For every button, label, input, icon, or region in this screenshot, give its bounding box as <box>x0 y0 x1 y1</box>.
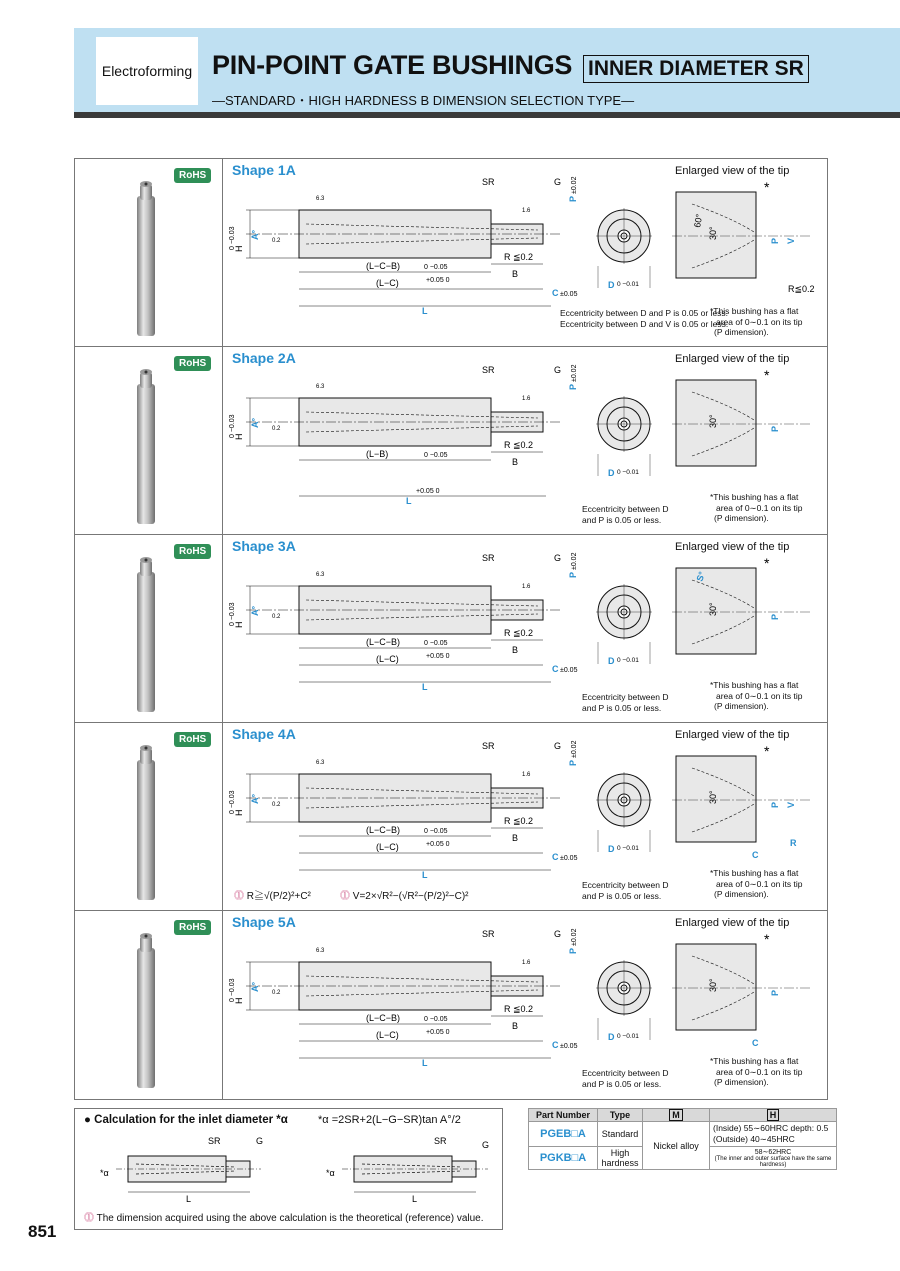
end-view-drawing <box>592 396 662 496</box>
svg-text:±0.02: ±0.02 <box>571 552 578 570</box>
side-view-drawing <box>226 172 578 322</box>
page-number: 851 <box>28 1222 57 1241</box>
spec-type-2: High hardness <box>598 1147 643 1170</box>
svg-text:G: G <box>554 741 562 751</box>
svg-text:*: * <box>764 743 770 759</box>
svg-text:A°: A° <box>250 417 260 428</box>
svg-text:C: C <box>752 1038 759 1048</box>
svg-text:L: L <box>422 682 428 692</box>
shape-title: Shape 4A <box>232 726 296 742</box>
calc-note: ⓵ The dimension acquired using the above calculation is the theoretical (reference) value. <box>84 1213 484 1224</box>
enlarged-view-title: Enlarged view of the tip <box>675 541 790 553</box>
svg-text:D: D <box>608 280 615 290</box>
svg-text:P: P <box>568 571 578 578</box>
eccentricity-note: Eccentricity between D and P is 0.05 or less. <box>582 692 669 713</box>
svg-text:P: P <box>770 237 780 244</box>
tip-enlarged-drawing <box>672 554 822 674</box>
svg-text:(L−C−B): (L−C−B) <box>366 637 401 647</box>
svg-text:H: H <box>234 809 244 816</box>
page-subtitle: —STANDARD・HIGH HARDNESS B DIMENSION SELECTION TYPE— <box>212 93 635 108</box>
svg-text:±0.02: ±0.02 <box>571 740 578 758</box>
spec-header-type: Type <box>598 1109 643 1122</box>
svg-text:G: G <box>554 177 562 187</box>
calc-l-label: L <box>186 1194 192 1204</box>
svg-text:G: G <box>554 365 562 375</box>
svg-text:±0.05: ±0.05 <box>560 667 578 674</box>
svg-text:0 −0.05: 0 −0.05 <box>424 828 448 835</box>
svg-text:±0.05: ±0.05 <box>560 1043 578 1050</box>
tip-enlarged-drawing <box>672 178 822 298</box>
svg-text:(L−C): (L−C) <box>376 654 399 664</box>
bushing-photo <box>128 554 168 729</box>
svg-text:SR: SR <box>482 929 495 939</box>
note-icon: ⓵ <box>84 1213 94 1224</box>
svg-text:6.3: 6.3 <box>316 948 325 954</box>
svg-text:SR: SR <box>482 741 495 751</box>
svg-text:G: G <box>554 553 562 563</box>
spec-material: Nickel alloy <box>643 1122 710 1170</box>
svg-text:H: H <box>234 433 244 440</box>
svg-text:±0.05: ±0.05 <box>560 855 578 862</box>
svg-text:P: P <box>568 947 578 954</box>
svg-text:(L−C−B): (L−C−B) <box>366 825 401 835</box>
svg-text:P: P <box>568 195 578 202</box>
svg-text:D: D <box>608 656 615 666</box>
tip-enlarged-drawing <box>672 366 822 486</box>
rohs-badge: RoHS <box>174 544 211 559</box>
spec-hardness-2: 58∼62HRC (The inner and outer surface have the same hardness) <box>710 1147 837 1170</box>
calc-l-label-2: L <box>412 1194 418 1204</box>
svg-text:+0.05 0: +0.05 0 <box>426 277 450 284</box>
svg-text:(L−C): (L−C) <box>376 1030 399 1040</box>
svg-text:(L−C): (L−C) <box>376 278 399 288</box>
flat-area-note: *This bushing has a flat area of 0∼0.1 on its tip (P dimension). <box>710 868 803 899</box>
svg-text:C: C <box>752 850 759 860</box>
tip-enlarged-drawing <box>672 930 822 1050</box>
note-icon: ⓵ <box>234 891 244 902</box>
rohs-badge: RoHS <box>174 168 211 183</box>
svg-text:30°: 30° <box>708 414 718 428</box>
svg-text:0 −0.03: 0 −0.03 <box>229 978 236 1002</box>
rohs-badge: RoHS <box>174 732 211 747</box>
bushing-photo <box>128 742 168 917</box>
svg-text:SR: SR <box>482 177 495 187</box>
svg-text:1.6: 1.6 <box>522 772 531 778</box>
flat-area-note: *This bushing has a flat area of 0∼0.1 on its tip (P dimension). <box>710 492 803 523</box>
svg-text:6.3: 6.3 <box>316 572 325 578</box>
row-divider <box>74 910 827 911</box>
svg-text:C: C <box>552 664 559 674</box>
svg-text:A°: A° <box>250 229 260 240</box>
spec-type-1: Standard <box>598 1122 643 1147</box>
calc-alpha-label: *α <box>100 1168 109 1178</box>
row-divider <box>74 722 827 723</box>
side-view-drawing <box>226 548 578 698</box>
svg-text:B: B <box>512 645 519 655</box>
svg-text:G: G <box>554 929 562 939</box>
svg-text:+0.05 0: +0.05 0 <box>426 653 450 660</box>
calc-alpha-label-2: *α <box>326 1168 335 1178</box>
svg-text:0.2: 0.2 <box>272 238 281 244</box>
tip-enlarged-drawing <box>672 742 822 862</box>
svg-text:1.6: 1.6 <box>522 584 531 590</box>
svg-text:30°: 30° <box>708 978 718 992</box>
svg-text:L: L <box>422 870 428 880</box>
svg-text:B: B <box>512 1021 519 1031</box>
svg-text:A°: A° <box>250 793 260 804</box>
svg-text:A°: A° <box>250 981 260 992</box>
svg-text:D: D <box>608 844 615 854</box>
rohs-badge: RoHS <box>174 356 211 371</box>
flat-area-note: *This bushing has a flat area of 0∼0.1 on its tip (P dimension). <box>710 1056 803 1087</box>
svg-text:6.3: 6.3 <box>316 196 325 202</box>
svg-text:0 −0.05: 0 −0.05 <box>424 640 448 647</box>
bushing-photo <box>128 930 168 1105</box>
svg-text:0.2: 0.2 <box>272 614 281 620</box>
spec-hardness-1: (Inside) 55∼60HRC depth: 0.5 (Outside) 40∼45HRC <box>710 1122 837 1147</box>
svg-text:0 −0.03: 0 −0.03 <box>229 414 236 438</box>
svg-text:R ≦0.2: R ≦0.2 <box>504 628 534 638</box>
side-view-drawing <box>226 360 578 510</box>
flat-area-note: *This bushing has a flat area of 0∼0.1 on its tip (P dimension). <box>710 306 803 337</box>
svg-text:(L−C−B): (L−C−B) <box>366 1013 401 1023</box>
svg-text:*: * <box>764 367 770 383</box>
svg-text:±0.05: ±0.05 <box>560 291 578 298</box>
svg-text:B: B <box>512 269 519 279</box>
formula-v: ⓵ V=2×√R²−(√R²−(P/2)²−C)² <box>340 891 469 902</box>
svg-text:60°: 60° <box>692 213 705 229</box>
spec-part-1: PGEB□A <box>529 1122 598 1147</box>
svg-text:±0.02: ±0.02 <box>571 364 578 382</box>
svg-text:0 −0.03: 0 −0.03 <box>229 226 236 250</box>
side-view-drawing <box>226 924 578 1074</box>
enlarged-view-title: Enlarged view of the tip <box>675 353 790 365</box>
svg-text:0 −0.01: 0 −0.01 <box>617 657 639 664</box>
svg-text:SR: SR <box>482 365 495 375</box>
shape-title: Shape 1A <box>232 162 296 178</box>
svg-text:S°: S° <box>694 570 708 583</box>
category-label: Electroforming <box>96 37 198 105</box>
svg-text:P: P <box>770 425 780 432</box>
spec-header-hardness: H <box>710 1109 837 1122</box>
eccentricity-note: Eccentricity between D and P is 0.05 or less. <box>582 880 669 901</box>
enlarged-view-title: Enlarged view of the tip <box>675 165 790 177</box>
formula-r: ⓵ R≧√(P/2)²+C² <box>234 891 311 902</box>
svg-text:0 −0.05: 0 −0.05 <box>424 452 448 459</box>
svg-text:0 −0.03: 0 −0.03 <box>229 602 236 626</box>
enlarged-view-title: Enlarged view of the tip <box>675 729 790 741</box>
spec-table <box>528 1108 837 1170</box>
svg-text:H: H <box>234 621 244 628</box>
svg-text:0.2: 0.2 <box>272 990 281 996</box>
svg-text:(L−C−B): (L−C−B) <box>366 261 401 271</box>
note-icon: ⓵ <box>340 891 350 902</box>
svg-text:V: V <box>786 237 796 244</box>
title-box: INNER DIAMETER SR <box>583 55 809 83</box>
svg-text:6.3: 6.3 <box>316 760 325 766</box>
eccentricity-note: Eccentricity between D and P is 0.05 or less. <box>582 504 669 525</box>
svg-text:L: L <box>422 306 428 316</box>
svg-text:A°: A° <box>250 605 260 616</box>
svg-text:C: C <box>552 1040 559 1050</box>
svg-text:30°: 30° <box>708 602 718 616</box>
svg-text:P: P <box>568 759 578 766</box>
svg-text:H: H <box>234 245 244 252</box>
page-title: PIN-POINT GATE BUSHINGS <box>212 50 573 80</box>
svg-text:R: R <box>790 838 797 848</box>
svg-text:0 −0.01: 0 −0.01 <box>617 1033 639 1040</box>
svg-text:+0.05 0: +0.05 0 <box>426 841 450 848</box>
calc-sr-label: SR <box>208 1136 221 1146</box>
svg-text:±0.02: ±0.02 <box>571 928 578 946</box>
svg-text:*: * <box>764 555 770 571</box>
svg-text:*: * <box>764 179 770 195</box>
spec-header-part: Part Number <box>529 1109 598 1122</box>
svg-text:D: D <box>608 468 615 478</box>
svg-text:0 −0.01: 0 −0.01 <box>617 845 639 852</box>
svg-text:P: P <box>770 989 780 996</box>
svg-text:1.6: 1.6 <box>522 960 531 966</box>
shape-title: Shape 5A <box>232 914 296 930</box>
svg-text:(L−C): (L−C) <box>376 842 399 852</box>
side-view-drawing <box>226 736 578 886</box>
calc-title: ● Calculation for the inlet diameter *α <box>84 1114 288 1126</box>
svg-text:0.2: 0.2 <box>272 802 281 808</box>
svg-text:P: P <box>568 383 578 390</box>
svg-text:V: V <box>786 801 796 808</box>
svg-text:SR: SR <box>482 553 495 563</box>
svg-text:0 −0.01: 0 −0.01 <box>617 281 639 288</box>
svg-text:B: B <box>512 457 519 467</box>
svg-text:+0.05 0: +0.05 0 <box>426 1029 450 1036</box>
header-shadow <box>74 112 900 118</box>
svg-text:0 −0.01: 0 −0.01 <box>617 469 639 476</box>
row-divider <box>74 534 827 535</box>
svg-text:R ≦0.2: R ≦0.2 <box>504 1004 534 1014</box>
svg-text:+0.05 0: +0.05 0 <box>416 488 440 495</box>
enlarged-view-title: Enlarged view of the tip <box>675 917 790 929</box>
svg-text:B: B <box>512 833 519 843</box>
svg-text:(L−B): (L−B) <box>366 449 389 459</box>
svg-text:30°: 30° <box>708 226 718 240</box>
column-divider <box>222 158 223 1099</box>
end-view-drawing <box>592 584 662 684</box>
calc-sr-label-2: SR <box>434 1136 447 1146</box>
svg-text:P: P <box>770 801 780 808</box>
svg-text:0 −0.03: 0 −0.03 <box>229 790 236 814</box>
row-divider <box>74 346 827 347</box>
bushing-photo <box>128 178 168 353</box>
svg-text:0 −0.05: 0 −0.05 <box>424 1016 448 1023</box>
svg-text:*: * <box>764 931 770 947</box>
svg-text:H: H <box>234 997 244 1004</box>
svg-text:1.6: 1.6 <box>522 396 531 402</box>
svg-text:R ≦0.2: R ≦0.2 <box>504 440 534 450</box>
end-view-drawing <box>592 960 662 1060</box>
calc-g-label: G <box>256 1136 264 1146</box>
svg-text:C: C <box>552 852 559 862</box>
svg-text:R≦0.2: R≦0.2 <box>788 284 815 294</box>
eccentricity-note: Eccentricity between D and P is 0.05 or less. <box>582 1068 669 1089</box>
shape-title: Shape 2A <box>232 350 296 366</box>
svg-text:±0.02: ±0.02 <box>571 176 578 194</box>
bushing-photo <box>128 366 168 541</box>
calc-g-label-2: G <box>482 1140 490 1150</box>
end-view-drawing <box>592 772 662 872</box>
calc-formula: *α =2SR+2(L−G−SR)tan A°/2 <box>318 1114 461 1126</box>
svg-text:L: L <box>406 496 412 506</box>
eccentricity-note: Eccentricity between D and P is 0.05 or less. Eccentricity between D and V is 0.05 or less. <box>560 308 729 329</box>
shape-title: Shape 3A <box>232 538 296 554</box>
flat-area-note: *This bushing has a flat area of 0∼0.1 on its tip (P dimension). <box>710 680 803 711</box>
svg-text:D: D <box>608 1032 615 1042</box>
svg-text:30°: 30° <box>708 790 718 804</box>
svg-text:P: P <box>770 613 780 620</box>
svg-text:1.6: 1.6 <box>522 208 531 214</box>
end-view-drawing <box>592 208 662 308</box>
svg-text:R ≦0.2: R ≦0.2 <box>504 252 534 262</box>
svg-text:L: L <box>422 1058 428 1068</box>
svg-text:0.2: 0.2 <box>272 426 281 432</box>
svg-text:C: C <box>552 288 559 298</box>
spec-header-material: M <box>643 1109 710 1122</box>
svg-text:R ≦0.2: R ≦0.2 <box>504 816 534 826</box>
svg-text:6.3: 6.3 <box>316 384 325 390</box>
rohs-badge: RoHS <box>174 920 211 935</box>
svg-text:0 −0.05: 0 −0.05 <box>424 264 448 271</box>
calc-diagrams <box>96 1132 496 1204</box>
spec-part-2: PGKB□A <box>529 1147 598 1170</box>
